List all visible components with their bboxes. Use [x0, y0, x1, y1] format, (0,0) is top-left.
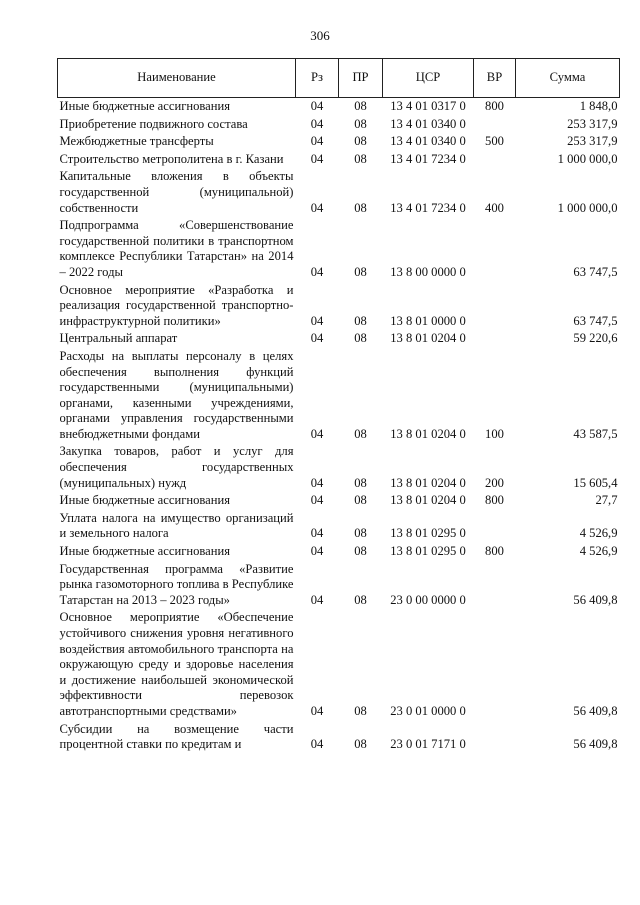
row-sum: 27,7 — [595, 493, 618, 508]
row-csr: 23 0 01 7171 0 — [390, 737, 466, 752]
row-vr — [474, 217, 516, 281]
row-vr — [474, 510, 516, 543]
row-name: Иные бюджетные ассигнования — [59, 493, 231, 508]
table-row — [58, 133, 620, 151]
row-pr: 08 — [354, 99, 367, 113]
header-pr: ПР — [339, 59, 383, 98]
table-row — [58, 492, 620, 510]
row-csr: 13 4 01 0317 0 — [390, 99, 466, 113]
row-vr — [474, 282, 516, 331]
row-pr: 08 — [354, 313, 367, 328]
row-rz: 04 — [310, 592, 324, 607]
row-vr — [474, 151, 516, 169]
row-csr: 13 8 01 0000 0 — [390, 313, 466, 328]
row-vr — [474, 330, 516, 348]
row-sum: 15 605,4 — [573, 475, 618, 490]
row-rz: 04 — [310, 475, 324, 490]
row-rz: 04 — [310, 200, 324, 215]
row-csr: 13 4 01 0340 0 — [390, 134, 466, 149]
row-vr — [474, 721, 516, 754]
row-sum: 43 587,5 — [573, 426, 618, 441]
row-pr: 08 — [354, 737, 367, 752]
row-rz: 04 — [310, 426, 324, 441]
table-row — [58, 116, 620, 134]
row-rz: 04 — [310, 526, 324, 541]
row-pr: 08 — [354, 493, 367, 508]
table-body — [58, 98, 620, 754]
header-sum: Сумма — [516, 59, 620, 98]
row-csr: 13 4 01 7234 0 — [390, 200, 466, 215]
table-row — [58, 510, 620, 543]
row-rz: 04 — [310, 116, 324, 131]
row-sum: 63 747,5 — [573, 313, 618, 328]
row-name: Иные бюджетные ассигнования — [59, 99, 231, 113]
row-csr: 23 0 01 0000 0 — [390, 703, 466, 718]
row-csr: 13 4 01 7234 0 — [390, 151, 466, 166]
row-pr: 08 — [354, 426, 367, 441]
row-vr: 500 — [485, 134, 504, 149]
row-vr — [474, 561, 516, 610]
row-vr: 400 — [485, 200, 504, 215]
row-pr: 08 — [354, 116, 367, 131]
row-name: Закупка товаров, работ и услуг для обеспечения государственных (муниципальных) нужд — [59, 444, 294, 490]
row-vr: 800 — [485, 544, 504, 559]
row-rz: 04 — [310, 134, 324, 149]
row-vr: 800 — [485, 493, 504, 508]
row-pr: 08 — [354, 526, 367, 541]
row-name: Уплата налога на имущество организаций и земельного налога — [59, 510, 294, 541]
row-sum: 56 409,8 — [573, 703, 618, 718]
row-name: Межбюджетные трансферты — [59, 134, 214, 149]
row-csr: 13 8 01 0295 0 — [390, 526, 466, 541]
row-sum: 1 848,0 — [579, 99, 618, 113]
table-row — [58, 168, 620, 217]
row-name: Государственная программа «Развитие рынка газомоторного топлива в Республике Татарстан на 2013 – 2023 годы» — [59, 561, 294, 607]
row-rz: 04 — [310, 703, 324, 718]
table-row — [58, 543, 620, 561]
row-csr: 13 8 01 0204 0 — [390, 426, 466, 441]
budget-table — [57, 58, 620, 754]
row-sum: 59 220,6 — [573, 331, 618, 346]
row-pr: 08 — [354, 264, 367, 279]
row-name: Строительство метрополитена в г. Казани — [59, 151, 284, 166]
table-row — [58, 721, 620, 754]
row-csr: 13 8 01 0204 0 — [390, 331, 466, 346]
table-row — [58, 151, 620, 169]
row-rz: 04 — [310, 151, 324, 166]
table-row — [58, 282, 620, 331]
row-name: Основное мероприятие «Разработка и реализация государственной транспортно-инфраструктурной политики» — [59, 282, 294, 328]
row-pr: 08 — [354, 703, 367, 718]
row-csr: 13 8 01 0204 0 — [390, 475, 466, 490]
row-sum: 56 409,8 — [573, 592, 618, 607]
table-header — [58, 59, 620, 98]
row-rz: 04 — [310, 313, 324, 328]
row-vr — [474, 609, 516, 720]
row-pr: 08 — [354, 592, 367, 607]
row-sum: 1 000 000,0 — [557, 200, 618, 215]
row-sum: 4 526,9 — [579, 544, 618, 559]
row-name: Приобретение подвижного состава — [59, 116, 248, 131]
row-name: Центральный аппарат — [59, 331, 178, 346]
row-pr: 08 — [354, 134, 367, 149]
row-pr: 08 — [354, 475, 367, 490]
page-number: 306 — [310, 28, 330, 43]
row-pr: 08 — [354, 200, 367, 215]
table-row — [58, 330, 620, 348]
table-row — [58, 609, 620, 720]
row-csr: 13 4 01 0340 0 — [390, 116, 466, 131]
row-sum: 4 526,9 — [579, 526, 618, 541]
table-row — [58, 98, 620, 116]
row-name: Капитальные вложения в объекты государственной (муниципальной) собственности — [59, 169, 294, 215]
table-row — [58, 217, 620, 281]
row-vr: 200 — [485, 475, 504, 490]
row-rz: 04 — [310, 544, 324, 559]
row-rz: 04 — [310, 99, 324, 113]
row-rz: 04 — [310, 331, 324, 346]
header-csr: ЦСР — [383, 59, 474, 98]
table-row — [58, 348, 620, 444]
row-name: Расходы на выплаты персоналу в целях обеспечения выполнения функций государственными (муниципальными) органами, казенными учреждениями, органами управления государственными внебюджетными фондами — [59, 348, 294, 441]
row-vr: 100 — [485, 426, 504, 441]
row-rz: 04 — [310, 264, 324, 279]
row-name: Субсидии на возмещение части процентной ставки по кредитам и — [59, 721, 294, 752]
row-sum: 253 317,9 — [567, 116, 618, 131]
row-pr: 08 — [354, 151, 367, 166]
row-pr: 08 — [354, 544, 367, 559]
row-sum: 63 747,5 — [573, 264, 618, 279]
row-csr: 13 8 01 0295 0 — [390, 544, 466, 559]
row-name: Основное мероприятие «Обеспечение устойчивого снижения уровня негативного воздействия автомобильного транспорта на окружающую среду и здоровье населения и достижение наибольшей экономической эффективности перевозок автотранспортными средствами» — [59, 610, 294, 718]
row-rz: 04 — [310, 737, 324, 752]
row-name: Иные бюджетные ассигнования — [59, 544, 231, 559]
header-rz: Рз — [296, 59, 339, 98]
row-csr: 23 0 00 0000 0 — [390, 592, 466, 607]
table-row — [58, 443, 620, 492]
row-csr: 13 8 00 0000 0 — [390, 264, 466, 279]
row-sum: 1 000 000,0 — [557, 151, 618, 166]
row-vr: 800 — [485, 99, 504, 113]
table-row — [58, 561, 620, 610]
header-name: Наименование — [58, 59, 296, 98]
row-vr — [474, 116, 516, 134]
header-vr: ВР — [474, 59, 516, 98]
row-name: Подпрограмма «Совершенствование государственной политики в транспортном комплексе Республики Татарстан» на 2014 – 2022 годы — [59, 218, 294, 279]
row-sum: 56 409,8 — [573, 737, 618, 752]
row-csr: 13 8 01 0204 0 — [390, 493, 466, 508]
row-sum: 253 317,9 — [567, 134, 618, 149]
row-pr: 08 — [354, 331, 367, 346]
row-rz: 04 — [310, 493, 324, 508]
